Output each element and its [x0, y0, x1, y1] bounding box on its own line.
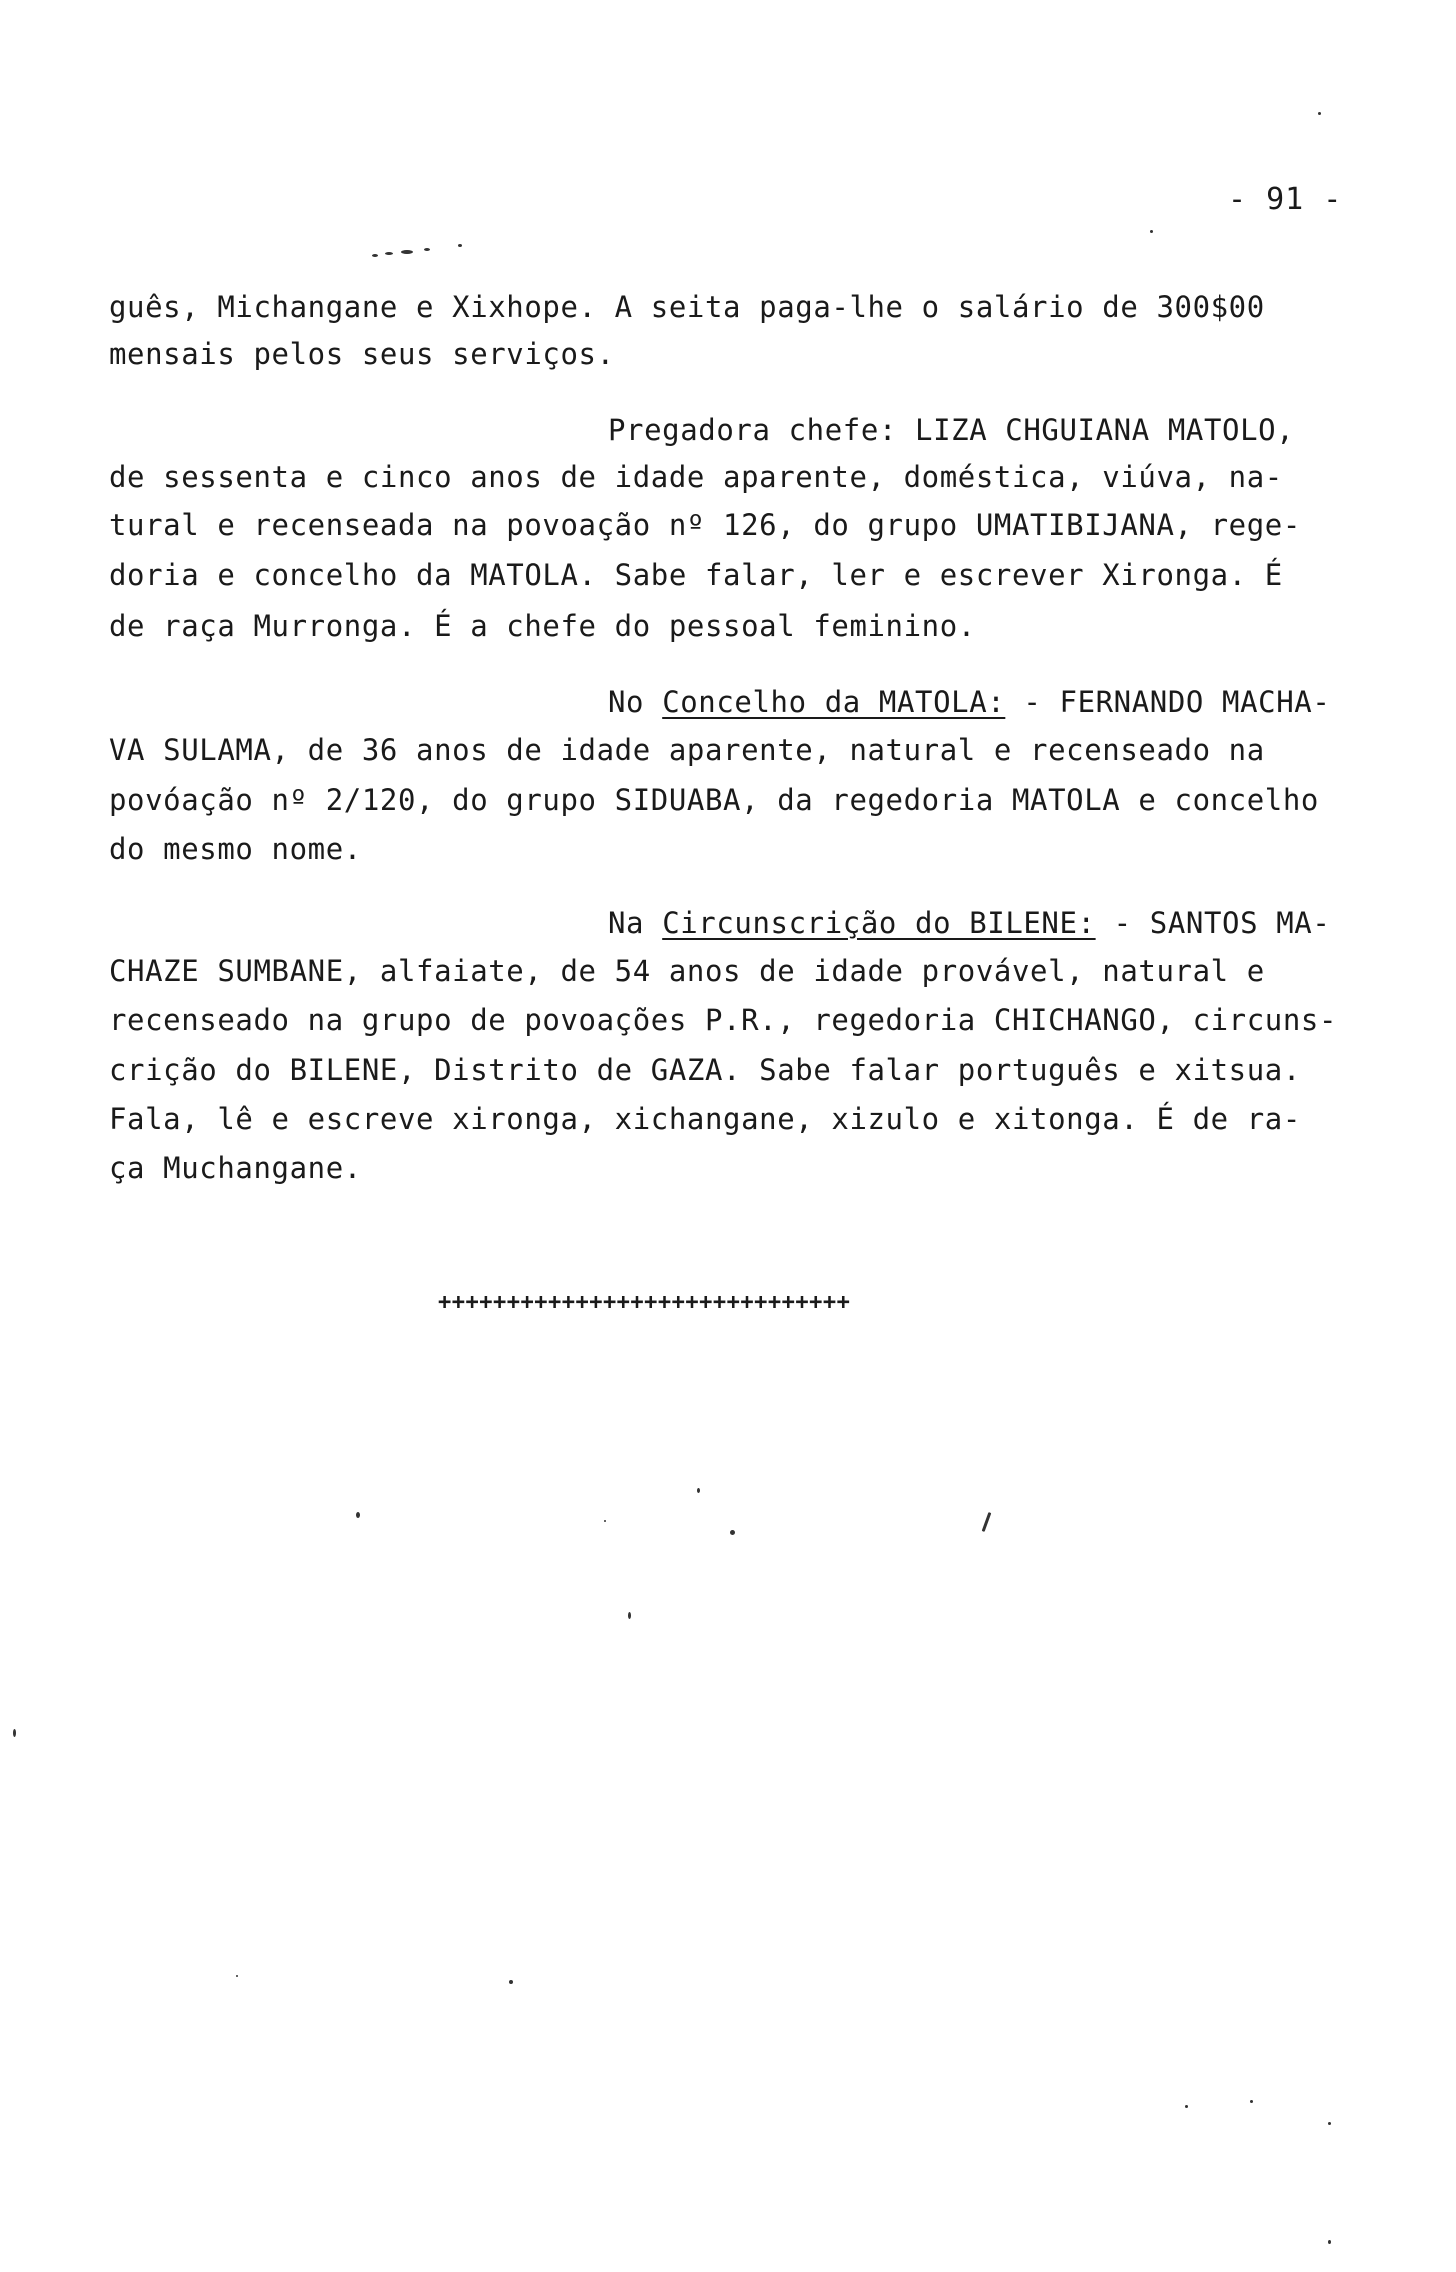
- page-number: - 91 -: [1228, 182, 1343, 217]
- bilene-paragraph-line-3: recenseado na grupo de povoações P.R., regedoria CHICHANGO, circuns-: [109, 1003, 1338, 1037]
- bilene-paragraph-line-2: CHAZE SUMBANE, alfaiate, de 54 anos de idade provável, natural e: [109, 954, 1265, 988]
- bilene-paragraph-line-1: [608, 905, 1330, 941]
- scan-speck: [604, 1520, 606, 1522]
- scan-speck: [1328, 2240, 1331, 2244]
- bilene-paragraph-line-4: crição do BILENE, Distrito de GAZA. Sabe falar português e xitsua.: [109, 1053, 1301, 1087]
- pregadora-paragraph-line-2: de sessenta e cinco anos de idade aparente, doméstica, viúva, na-: [109, 460, 1283, 494]
- bilene-paragraph-line-6: ça Muchangane.: [109, 1151, 362, 1185]
- scan-speck: [1150, 230, 1153, 233]
- scan-speck: [401, 250, 413, 254]
- matola-paragraph-line-4: do mesmo nome.: [109, 832, 362, 866]
- scan-speck: [236, 1975, 238, 1977]
- scan-speck: [1328, 2122, 1331, 2125]
- bilene-heading: Circunscrição do BILENE:: [662, 906, 1096, 940]
- scan-speck: [385, 252, 393, 255]
- scan-speck: [1250, 2100, 1253, 2103]
- scan-speck: [424, 248, 430, 251]
- scan-speck: [372, 254, 378, 257]
- scan-speck: [1318, 112, 1321, 115]
- scan-speck: [458, 244, 462, 247]
- paragraph-continuation-line-1: guês, Michangane e Xixhope. A seita paga-lhe o salário de 300$00: [109, 290, 1265, 324]
- scan-speck: [982, 1512, 992, 1532]
- matola-paragraph-line-3: povóação nº 2/120, do grupo SIDUABA, da regedoria MATOLA e concelho: [109, 783, 1319, 817]
- scan-speck: [697, 1488, 700, 1493]
- scan-speck: [628, 1612, 631, 1619]
- pregadora-paragraph-line-4: doria e concelho da MATOLA. Sabe falar, ler e escrever Xironga. É: [109, 558, 1283, 592]
- matola-paragraph-line-1: [608, 684, 1330, 720]
- scan-speck: [13, 1729, 16, 1737]
- matola-rest: - FERNANDO MACHA-: [1005, 685, 1331, 719]
- scan-speck: [356, 1512, 360, 1518]
- paragraph-continuation-line-2: mensais pelos seus serviços.: [109, 337, 615, 371]
- matola-heading: Concelho da MATOLA:: [662, 685, 1006, 719]
- pregadora-paragraph-line-1: Pregadora chefe: LIZA CHGUIANA MATOLO,: [608, 413, 1295, 447]
- matola-prefix: No: [608, 685, 663, 719]
- bilene-prefix: Na: [608, 906, 663, 940]
- scan-speck: [1185, 2105, 1188, 2108]
- pregadora-paragraph-line-3: tural e recenseada na povoação nº 126, do grupo UMATIBIJANA, rege-: [109, 508, 1301, 542]
- bilene-paragraph-line-5: Fala, lê e escreve xironga, xichangane, xizulo e xitonga. É de ra-: [109, 1102, 1301, 1136]
- scan-speck: [730, 1530, 735, 1535]
- matola-paragraph-line-2: VA SULAMA, de 36 anos de idade aparente, natural e recenseado na: [109, 733, 1265, 767]
- separator-line: ++++++++++++++++++++++++++++++: [438, 1290, 851, 1315]
- scan-speck: [509, 1980, 513, 1984]
- pregadora-paragraph-line-5: de raça Murronga. É a chefe do pessoal feminino.: [109, 609, 976, 643]
- bilene-rest: - SANTOS MA-: [1095, 906, 1331, 940]
